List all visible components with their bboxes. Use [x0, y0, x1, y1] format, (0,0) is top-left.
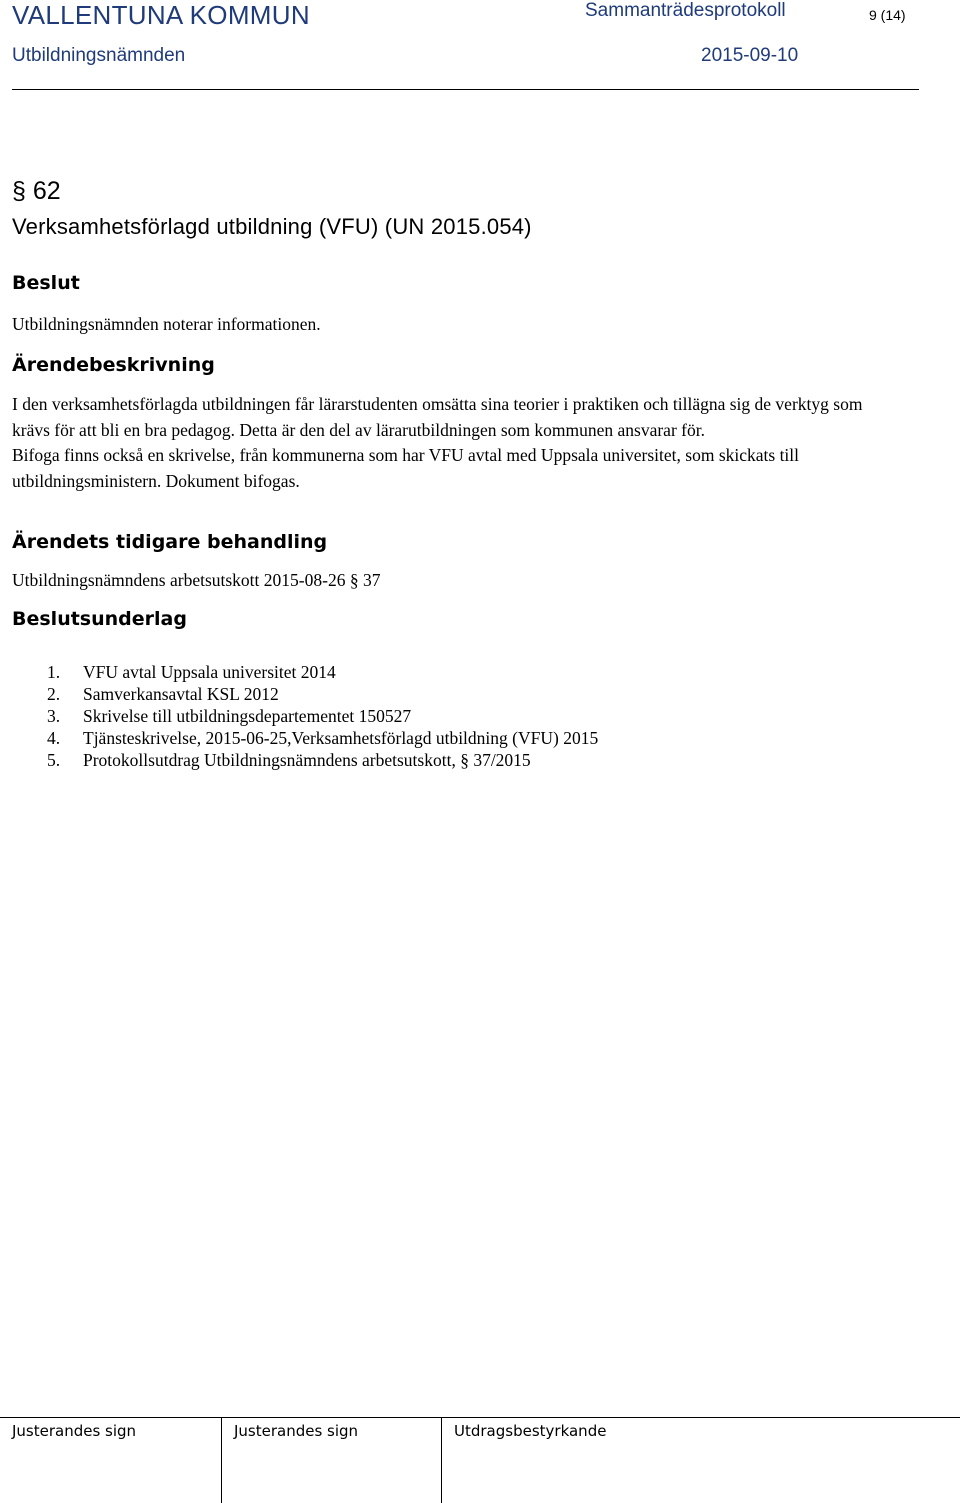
list-item-text: Protokollsutdrag Utbildningsnämndens arbetsutskott, § 37/2015 — [83, 750, 531, 770]
basis-list — [47, 661, 598, 771]
header-divider — [12, 89, 919, 90]
signature-footer — [0, 1417, 960, 1503]
list-item-number: 4. — [47, 728, 61, 748]
list-item-text: Samverkansavtal KSL 2012 — [83, 684, 279, 704]
basis-heading: Beslutsunderlag — [12, 608, 187, 630]
page-number: 9 (14) — [869, 7, 906, 23]
previous-handling-text: Utbildningsnämndens arbetsutskott 2015-08-26 § 37 — [12, 570, 381, 590]
page-title: Verksamhetsförlagd utbildning (VFU) (UN 2015.054) — [12, 214, 532, 239]
list-item — [47, 727, 598, 749]
paragraph-number: § 62 — [12, 177, 61, 205]
list-item — [47, 705, 598, 727]
description-heading: Ärendebeskrivning — [12, 354, 215, 376]
decision-heading: Beslut — [12, 272, 80, 294]
document-type: Sammanträdesprotokoll — [585, 0, 786, 21]
list-item — [47, 661, 598, 683]
signature-cell-1: Justerandes sign — [0, 1418, 222, 1503]
description-paragraph-2: Bifoga finns också en skrivelse, från kommunerna som har VFU avtal med Uppsala universitet, som skickats till utbildningsministern. Dokument bifogas. — [12, 445, 800, 491]
list-item-text: Skrivelse till utbildningsdepartementet 150527 — [83, 706, 412, 726]
organization-name: VALLENTUNA KOMMUN — [12, 0, 310, 30]
decision-text: Utbildningsnämnden noterar informationen. — [12, 314, 321, 334]
list-item-text: VFU avtal Uppsala universitet 2014 — [83, 662, 336, 682]
list-item-number: 1. — [47, 662, 61, 682]
list-item-number: 5. — [47, 750, 61, 770]
list-item-number: 3. — [47, 706, 61, 726]
board-name: Utbildningsnämnden — [12, 45, 186, 66]
signature-cell-2: Justerandes sign — [222, 1418, 442, 1503]
list-item — [47, 749, 598, 771]
list-item-number: 2. — [47, 684, 61, 704]
meeting-date: 2015-09-10 — [701, 45, 799, 66]
certification-cell: Utdragsbestyrkande — [454, 1422, 607, 1440]
description-body — [12, 392, 892, 494]
list-item — [47, 683, 598, 705]
previous-handling-heading: Ärendets tidigare behandling — [12, 531, 328, 553]
list-item-text: Tjänsteskrivelse, 2015-06-25,Verksamhetsförlagd utbildning (VFU) 2015 — [83, 728, 599, 748]
description-paragraph-1: I den verksamhetsförlagda utbildningen får lärarstudenten omsätta sina teorier i praktiken och tillägna sig de verktyg som krävs för att bli en bra pedagog. Detta är den del av lärarutbildningen som kommunen ansvarar för. — [12, 394, 863, 440]
